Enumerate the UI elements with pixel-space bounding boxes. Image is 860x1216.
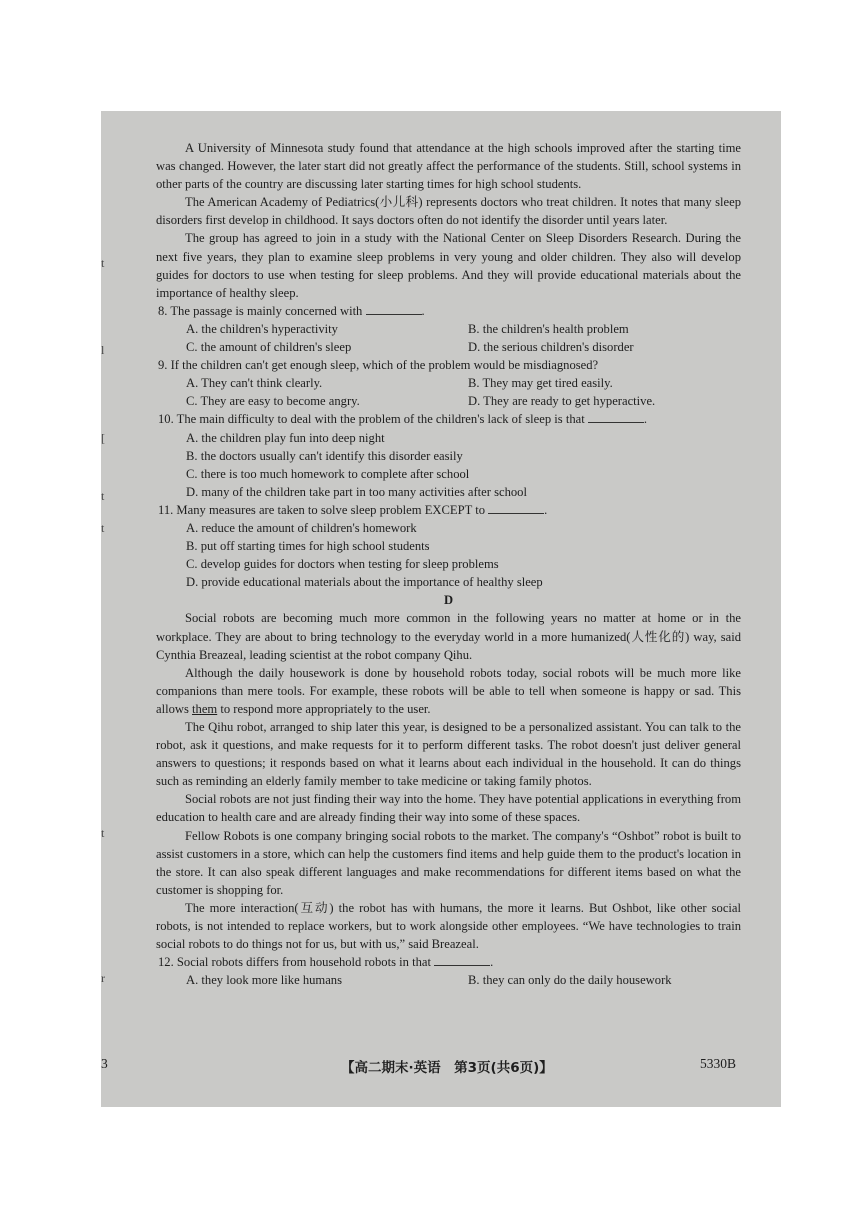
margin-mark: [ bbox=[101, 431, 105, 445]
answer-blank bbox=[588, 410, 644, 423]
answer-blank bbox=[366, 302, 422, 315]
section-heading: D bbox=[443, 593, 454, 608]
passage-c-paragraph: The group has agreed to join in a study with the National Center on Sleep Disorders Research. During the next five years, they plan to examine sleep problems in very young and older children. They also will develop guides for doctors to use when testing for sleep problems. And they will provide educational materials about the importance of healthy sleep. bbox=[156, 231, 741, 300]
option-b: B. They may get tired easily. bbox=[468, 376, 613, 391]
option-c: C. the amount of children's sleep bbox=[186, 340, 352, 355]
option-a: A. reduce the amount of children's homework bbox=[186, 520, 417, 535]
question-stem: 10. The main difficulty to deal with the problem of the children's lack of sleep is that . bbox=[158, 412, 648, 427]
question-8 bbox=[156, 302, 741, 356]
passage-c-paragraph: A University of Minnesota study found that attendance at the high schools improved after the starting time was changed. However, the later start did not greatly affect the performance of the students. Still, school systems in other parts of the country are discussing later starting times for high school students. bbox=[156, 141, 741, 192]
question-12 bbox=[156, 953, 741, 989]
margin-mark: t bbox=[101, 489, 105, 503]
exam-content bbox=[156, 139, 741, 989]
option-d: D. the serious children's disorder bbox=[468, 340, 634, 355]
underlined-word: them bbox=[192, 701, 218, 716]
paper-code: 5330B bbox=[700, 1056, 737, 1071]
question-10 bbox=[156, 410, 741, 500]
option-c: C. They are easy to become angry. bbox=[186, 394, 360, 409]
question-stem: 11. Many measures are taken to solve sleep problem EXCEPT to . bbox=[158, 502, 548, 517]
passage-c-paragraph: The American Academy of Pediatrics(小儿科) represents doctors who treat children. It notes that many sleep disorders first develop in childhood. It says doctors often do not identify the disorder until years later. bbox=[156, 195, 741, 228]
option-d: D. many of the children take part in too many activities after school bbox=[186, 484, 527, 499]
margin-mark: t bbox=[101, 256, 105, 270]
margin-mark: l bbox=[101, 343, 105, 357]
question-stem: 12. Social robots differs from household robots in that . bbox=[158, 955, 494, 970]
margin-mark: t bbox=[101, 826, 105, 840]
option-d: D. provide educational materials about the importance of healthy sleep bbox=[186, 575, 543, 590]
question-stem: 8. The passage is mainly concerned with . bbox=[158, 303, 425, 318]
option-c: C. develop guides for doctors when testing for sleep problems bbox=[186, 557, 499, 572]
question-9 bbox=[156, 356, 741, 410]
passage-d-paragraph: Fellow Robots is one company bringing social robots to the market. The company's “Oshbot” robot is built to assist customers in a store, which can help the customers find items and help guide them to the product's location in the store. It can also speak different languages and make recommendations for different items based on what the customer is shopping for. bbox=[156, 828, 741, 897]
passage-d-paragraph: Social robots are not just finding their way into the home. They have potential applications in everything from education to health care and are already finding their way into some of these spaces. bbox=[156, 792, 741, 825]
passage-d-paragraph: Although the daily housework is done by household robots today, social robots will be much more like companions than mere tools. For example, these robots will be able to tell when someone is happy or sad. This allows them to respond more appropriately to the user. bbox=[156, 665, 741, 716]
option-c: C. there is too much homework to complete after school bbox=[186, 466, 470, 481]
page-edge-mark: 3 bbox=[101, 1056, 108, 1071]
option-a: A. they look more like humans bbox=[186, 973, 342, 988]
option-d: D. They are ready to get hyperactive. bbox=[468, 394, 656, 409]
footer-title: 【高二期末·英语 第3页(共6页)】 bbox=[341, 1060, 553, 1076]
passage-d-paragraph: Social robots are becoming much more common in the following years no matter at home or in the workplace. They are about to bring technology to the everyday world in a more humanized(人性化的) way, said Cynthia Breazeal, leading scientist at the robot company Qihu. bbox=[156, 611, 741, 662]
option-b: B. the doctors usually can't identify this disorder easily bbox=[186, 448, 463, 463]
option-a: A. They can't think clearly. bbox=[186, 376, 323, 391]
margin-mark: r bbox=[101, 971, 105, 985]
question-11 bbox=[156, 501, 741, 591]
answer-blank bbox=[434, 953, 490, 966]
exam-page bbox=[101, 111, 781, 1107]
answer-blank bbox=[488, 501, 544, 514]
passage-d-paragraph: The Qihu robot, arranged to ship later this year, is designed to be a personalized assistant. You can talk to the robot, ask it questions, and make requests for it to perform different tasks. The robot doesn't just deliver general answers to questions; it responds based on what it learns about each individual in the household. It can do things such as reminding an elderly family member to take medicine or taking family photos. bbox=[156, 720, 741, 789]
option-a: A. the children play fun into deep night bbox=[186, 430, 385, 445]
option-b: B. they can only do the daily housework bbox=[468, 973, 672, 988]
option-b: B. the children's health problem bbox=[468, 321, 629, 336]
question-stem: 9. If the children can't get enough sleep, which of the problem would be misdiagnosed? bbox=[158, 358, 599, 373]
option-a: A. the children's hyperactivity bbox=[186, 321, 338, 336]
option-b: B. put off starting times for high school students bbox=[186, 539, 430, 554]
passage-d-paragraph: The more interaction(互动) the robot has with humans, the more it learns. But Oshbot, like other social robots, is not intended to replace workers, but to work alongside other employees. “We have technologies to train social robots to do things not for us, but with us,” said Breazeal. bbox=[156, 900, 741, 952]
margin-mark: t bbox=[101, 521, 105, 535]
